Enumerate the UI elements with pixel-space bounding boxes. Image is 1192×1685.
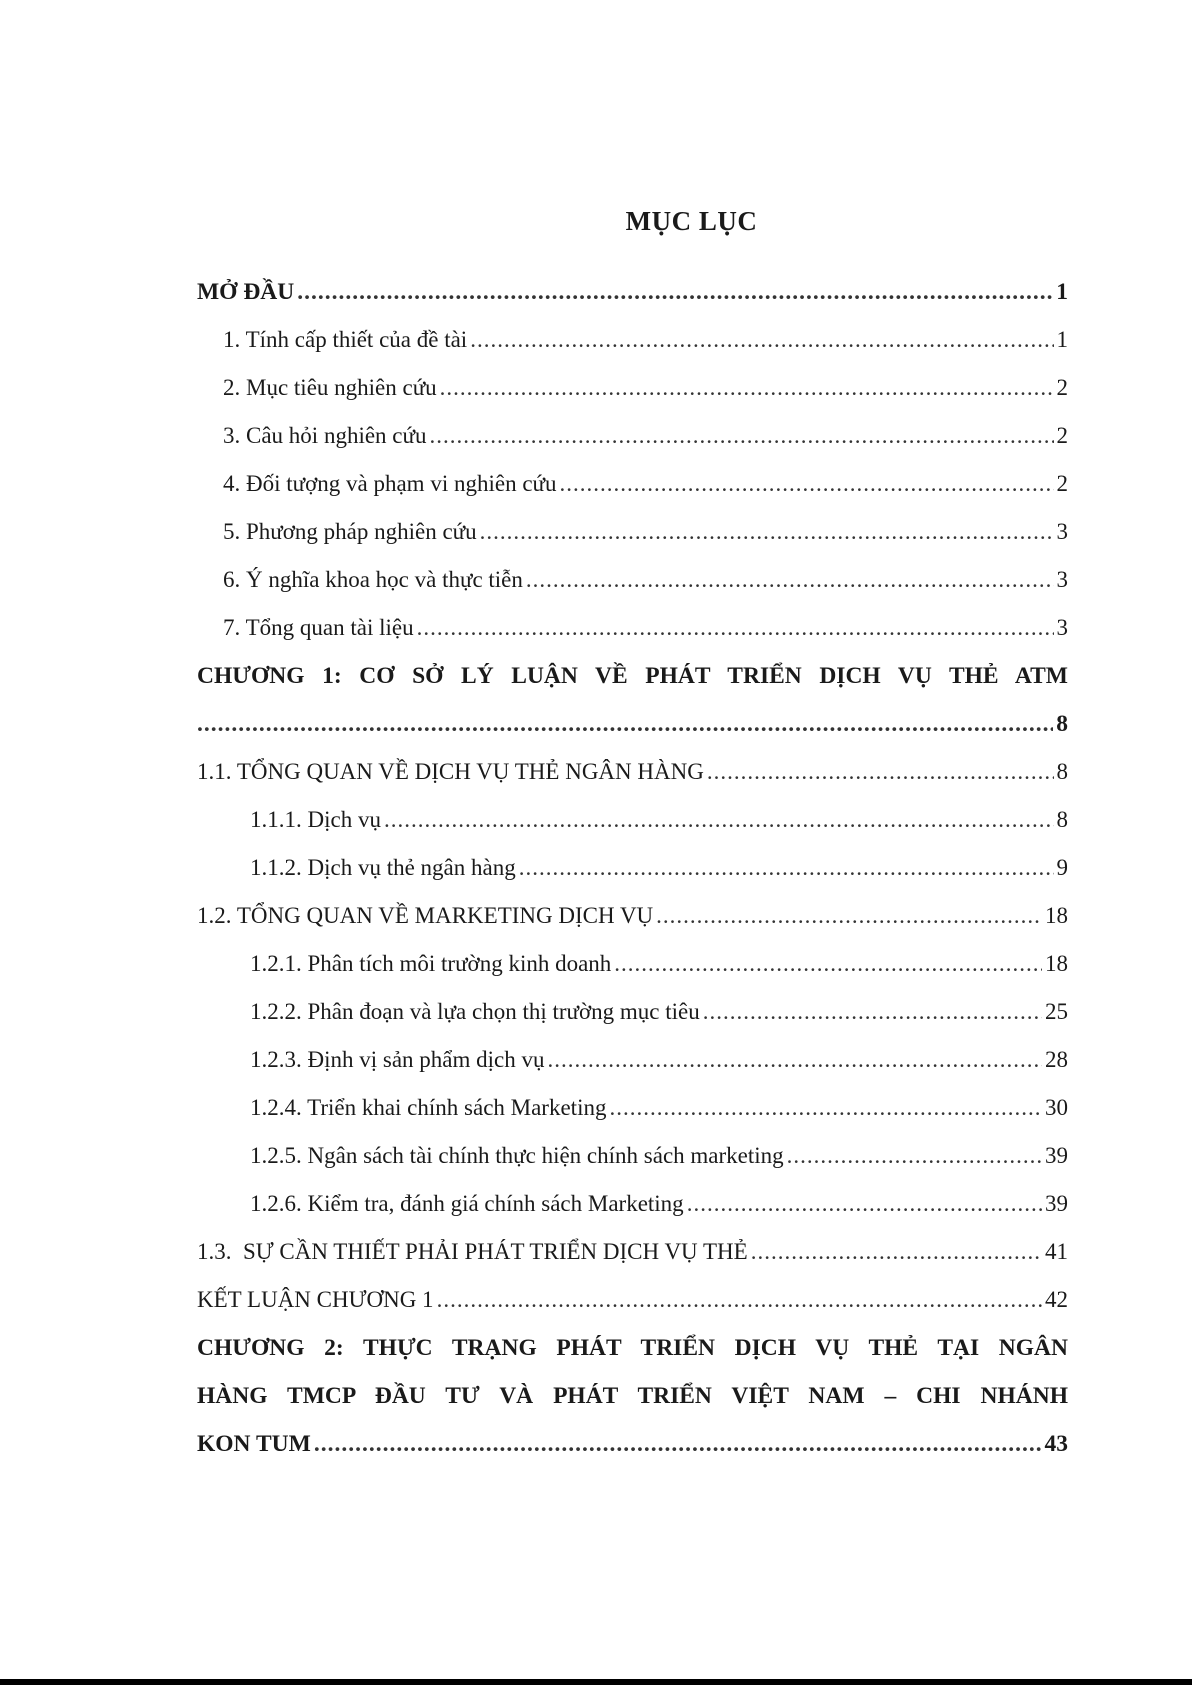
toc-entry-label: 2. Mục tiêu nghiên cứu: [223, 375, 437, 400]
toc-entry-page: 9: [1056, 855, 1068, 880]
toc-entry-chapter-1-leader[interactable]: [197, 700, 1068, 748]
page-bottom-border: [0, 1679, 1192, 1685]
toc-entry-label: 6. Ý nghĩa khoa học và thực tiễn: [223, 567, 523, 592]
toc-entry-label: 1.2.2. Phân đoạn và lựa chọn thị trường mục tiêu: [250, 999, 700, 1024]
dot-leader: [384, 796, 1054, 844]
toc-entry-page: 39: [1045, 1143, 1068, 1168]
toc-entry-chapter-2-line-2[interactable]: [197, 1372, 1068, 1420]
toc-entry-label: 1.2.1. Phân tích môi trường kinh doanh: [250, 951, 612, 976]
toc-entry-label: 1.2.3. Định vị sản phẩm dịch vụ: [250, 1047, 545, 1072]
dot-leader: [437, 1276, 1042, 1324]
toc-title: MỤC LỤC: [625, 206, 758, 236]
toc-entry-label: 1.1.1. Dịch vụ: [250, 807, 381, 832]
toc-entry-label: 1.2.4. Triển khai chính sách Marketing: [250, 1095, 607, 1120]
toc-entry-1-1-2[interactable]: [197, 844, 1068, 892]
toc-entry-page: 18: [1045, 903, 1068, 928]
toc-entry-page: 2: [1056, 375, 1068, 400]
toc-entry-section-1-3[interactable]: [197, 1228, 1068, 1276]
toc-entry-page: 39: [1045, 1191, 1068, 1216]
toc-entry-mo-dau[interactable]: [197, 268, 1068, 316]
toc-entry-intro-3[interactable]: [197, 412, 1068, 460]
dot-leader: [560, 460, 1054, 508]
dot-leader: [429, 412, 1053, 460]
dot-leader: [197, 700, 1053, 748]
toc-entry-chapter-1-heading[interactable]: [197, 652, 1068, 700]
toc-entry-label: 1.2.5. Ngân sách tài chính thực hiện chính sách marketing: [250, 1143, 784, 1168]
dot-leader: [470, 316, 1053, 364]
toc-entry-label: 1.2.6. Kiểm tra, đánh giá chính sách Marketing: [250, 1191, 684, 1216]
dot-leader: [480, 508, 1054, 556]
toc-entry-page: 25: [1045, 999, 1068, 1024]
dot-leader: [707, 748, 1054, 796]
table-of-contents: [197, 268, 1068, 1468]
toc-entry-label: 1.3. SỰ CẦN THIẾT PHẢI PHÁT TRIỂN DỊCH VỤ THẺ: [197, 1239, 748, 1264]
toc-entry-1-2-1[interactable]: [197, 940, 1068, 988]
toc-entry-intro-2[interactable]: [197, 364, 1068, 412]
toc-entry-chapter-1-conclusion[interactable]: [197, 1276, 1068, 1324]
toc-entry-intro-1[interactable]: [197, 316, 1068, 364]
toc-entry-label: 5. Phương pháp nghiên cứu: [223, 519, 477, 544]
toc-entry-chapter-2-line-1[interactable]: [197, 1324, 1068, 1372]
toc-entry-intro-5[interactable]: [197, 508, 1068, 556]
dot-leader: [787, 1132, 1042, 1180]
toc-entry-page: 43: [1044, 1431, 1068, 1457]
toc-entry-intro-4[interactable]: [197, 460, 1068, 508]
dot-leader: [656, 892, 1042, 940]
toc-entry-label: 3. Câu hỏi nghiên cứu: [223, 423, 427, 448]
toc-entry-label: 1.2. TỔNG QUAN VỀ MARKETING DỊCH VỤ: [197, 903, 654, 928]
toc-entry-1-2-3[interactable]: [197, 1036, 1068, 1084]
toc-entry-page: 30: [1045, 1095, 1068, 1120]
dot-leader: [519, 844, 1054, 892]
dot-leader: [609, 1084, 1042, 1132]
toc-entry-label: 4. Đối tượng và phạm vi nghiên cứu: [223, 471, 557, 496]
dot-leader: [440, 364, 1054, 412]
toc-entry-label: KẾT LUẬN CHƯƠNG 1: [197, 1287, 434, 1312]
toc-entry-page: 1: [1056, 327, 1068, 352]
toc-entry-label: 1.1. TỔNG QUAN VỀ DỊCH VỤ THẺ NGÂN HÀNG: [197, 759, 704, 784]
toc-entry-page: 18: [1045, 951, 1068, 976]
toc-entry-label: 7. Tổng quan tài liệu: [223, 615, 414, 640]
toc-entry-page: 1: [1056, 279, 1068, 305]
toc-entry-intro-6[interactable]: [197, 556, 1068, 604]
dot-leader: [297, 268, 1053, 316]
toc-entry-label: KON TUM: [197, 1431, 311, 1457]
dot-leader: [751, 1228, 1042, 1276]
toc-entry-1-2-5[interactable]: [197, 1132, 1068, 1180]
toc-entry-label: CHƯƠNG 1: CƠ SỞ LÝ LUẬN VỀ PHÁT TRIỂN DỊCH VỤ THẺ ATM: [197, 663, 1068, 689]
dot-leader: [614, 940, 1042, 988]
toc-entry-1-1-1[interactable]: [197, 796, 1068, 844]
toc-entry-page: 2: [1056, 423, 1068, 448]
toc-entry-page: 8: [1056, 807, 1068, 832]
toc-entry-page: 2: [1056, 471, 1068, 496]
toc-entry-page: 8: [1056, 711, 1068, 737]
toc-entry-chapter-2-line-3[interactable]: [197, 1420, 1068, 1468]
toc-entry-intro-7[interactable]: [197, 604, 1068, 652]
dot-leader: [526, 556, 1054, 604]
toc-entry-label: MỞ ĐẦU: [197, 279, 295, 305]
toc-entry-page: 41: [1045, 1239, 1068, 1264]
dot-leader: [548, 1036, 1043, 1084]
toc-entry-1-2-2[interactable]: [197, 988, 1068, 1036]
toc-entry-page: 42: [1045, 1287, 1068, 1312]
toc-entry-section-1-2[interactable]: [197, 892, 1068, 940]
dot-leader: [687, 1180, 1042, 1228]
toc-entry-label: 1. Tính cấp thiết của đề tài: [223, 327, 468, 352]
toc-entry-page: 28: [1045, 1047, 1068, 1072]
toc-entry-page: 8: [1056, 759, 1068, 784]
toc-entry-page: 3: [1056, 519, 1068, 544]
toc-entry-1-2-6[interactable]: [197, 1180, 1068, 1228]
toc-entry-page: 3: [1056, 615, 1068, 640]
toc-entry-page: 3: [1056, 567, 1068, 592]
toc-entry-1-2-4[interactable]: [197, 1084, 1068, 1132]
dot-leader: [417, 604, 1054, 652]
dot-leader: [314, 1420, 1042, 1468]
toc-entry-section-1-1[interactable]: [197, 748, 1068, 796]
toc-entry-label: 1.1.2. Dịch vụ thẻ ngân hàng: [250, 855, 516, 880]
dot-leader: [703, 988, 1042, 1036]
toc-entry-label: CHƯƠNG 2: THỰC TRẠNG PHÁT TRIỂN DỊCH VỤ THẺ TẠI NGÂN: [197, 1335, 1068, 1361]
toc-entry-label: HÀNG TMCP ĐẦU TƯ VÀ PHÁT TRIỂN VIỆT NAM – CHI NHÁNH: [197, 1383, 1068, 1409]
